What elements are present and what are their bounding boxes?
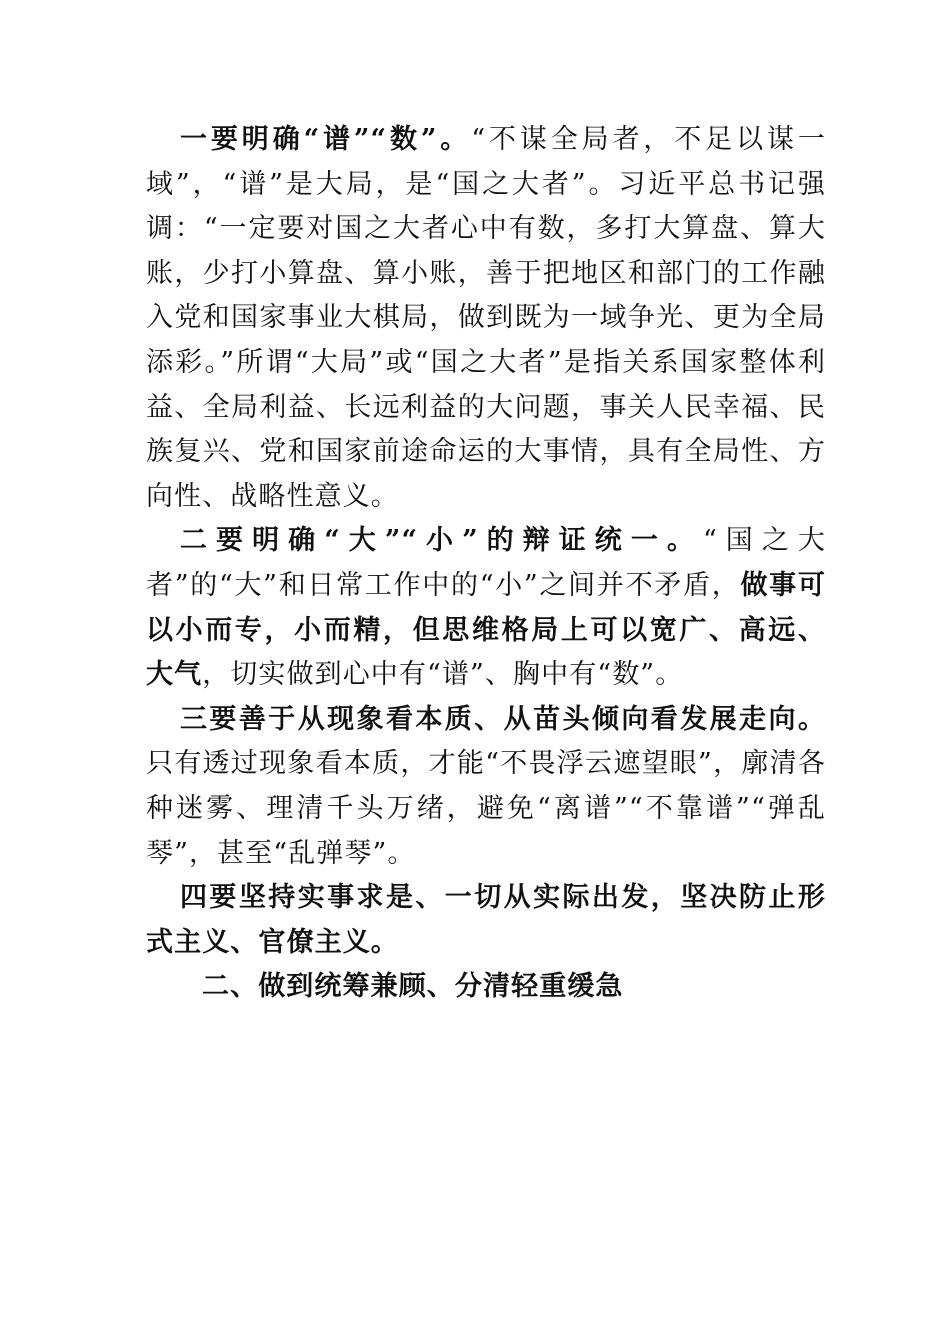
paragraph-2-lead: 二要明确“大”“小”的辩证统一。 xyxy=(180,525,703,557)
document-page xyxy=(146,118,826,1010)
paragraph-1 xyxy=(146,118,826,519)
paragraph-2-tail: ，切实做到心中有“谱”、胸中有“数”。 xyxy=(202,659,684,691)
paragraph-2-body: “国之大者”的“大”和日常工作中的“小”之间并不矛盾， xyxy=(146,525,827,601)
paragraph-4-lead: 四要坚持实事求是、一切从实际出发，坚决防止形式主义、官僚主义。 xyxy=(146,882,826,958)
section-heading: 二、做到统筹兼顾、分清轻重缓急 xyxy=(202,971,624,1003)
paragraph-2 xyxy=(146,519,826,697)
paragraph-1-body: “不谋全局者，不足以谋一域”，“谱”是大局，是“国之大者”。习近平总书记强调：“一定要对国之大者心中有数，多打大算盘、算大账，少打小算盘、算小账，善于把地区和部门的工作融入党和国家事业大棋局，做到既为一域争光、更为全局添彩。”所谓“大局”或“国之大者”是指关系国家整体利益、全局利益、长远利益的大问题，事关人民幸福、民族复兴、党和国家前途命运的大事情，具有全局性、方向性、战略性意义。 xyxy=(146,124,826,512)
paragraph-1-lead: 一要明确“谱”“数”。 xyxy=(180,124,472,155)
paragraph-4 xyxy=(146,876,826,965)
paragraph-3-body: 只有透过现象看本质，才能“不畏浮云遮望眼”，廓清各种迷雾、理清千头万绪，避免“离谱”“不靠谱”“弹乱琴”，甚至“乱弹琴”。 xyxy=(146,748,826,869)
paragraph-3 xyxy=(146,698,826,876)
paragraph-2-bold-middle: 做事可以小而专，小而精，但思维格局上可以宽广、高远、 大气 xyxy=(146,569,826,691)
paragraph-3-lead: 三要善于从现象看本质、从苗头倾向看发展走向。 xyxy=(180,703,826,735)
